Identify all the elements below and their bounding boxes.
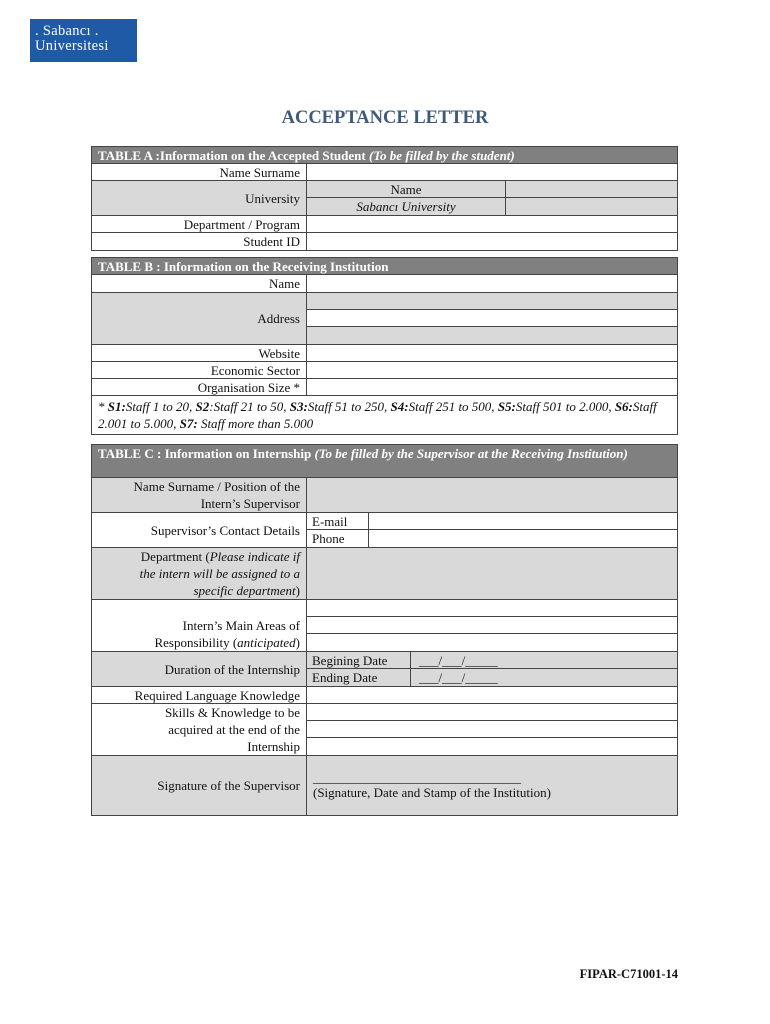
table-c bbox=[91, 444, 678, 816]
begin-date-field[interactable]: ___/___/_____ bbox=[419, 653, 498, 668]
economic-sector-field[interactable] bbox=[307, 362, 677, 378]
areas-line-1[interactable] bbox=[307, 600, 677, 617]
row-signature: Signature of the Supervisor ________________________________ (Signature, Date and Stamp of the Institution) bbox=[92, 756, 677, 815]
row-economic-sector: Economic Sector bbox=[92, 362, 677, 379]
supervisor-name-field[interactable] bbox=[307, 478, 677, 512]
phone-field[interactable] bbox=[369, 530, 677, 547]
row-supervisor-name: Name Surname / Position of the Intern’s Supervisor bbox=[92, 478, 677, 513]
row-department: Department / Program bbox=[92, 216, 677, 233]
website-field[interactable] bbox=[307, 345, 677, 361]
row-university: University Name Sabancı University bbox=[92, 181, 677, 216]
form-code: FIPAR-C71001-14 bbox=[579, 967, 678, 981]
row-student-id: Student ID bbox=[92, 233, 677, 250]
row-department-c: Department (Please indicate if the intern will be assigned to a specific department) bbox=[92, 548, 677, 600]
university-extra-field[interactable] bbox=[506, 181, 677, 197]
table-c-header: TABLE C : Information on Internship (To be filled by the Supervisor at the Receiving Institution) bbox=[92, 445, 677, 478]
table-b bbox=[91, 257, 678, 435]
page-title: ACCEPTANCE LETTER bbox=[281, 108, 489, 128]
name-surname-field[interactable] bbox=[307, 164, 677, 180]
student-id-field[interactable] bbox=[307, 233, 677, 250]
table-b-header: TABLE B : Information on the Receiving Institution bbox=[92, 258, 677, 275]
address-line-3[interactable] bbox=[307, 327, 677, 344]
university-value: Sabancı University bbox=[307, 198, 506, 215]
areas-line-2[interactable] bbox=[307, 617, 677, 634]
org-size-field[interactable] bbox=[307, 379, 677, 395]
skills-line-3[interactable] bbox=[307, 738, 677, 755]
intern-department-field[interactable] bbox=[307, 548, 677, 599]
row-duration: Duration of the Internship Begining Date ___/___/_____ Ending Date ___/___/_____ bbox=[92, 652, 677, 687]
row-name-surname: Name Surname bbox=[92, 164, 677, 181]
row-address: Address bbox=[92, 293, 677, 345]
end-date-field[interactable]: ___/___/_____ bbox=[419, 670, 498, 685]
university-logo bbox=[30, 19, 137, 62]
row-website: Website bbox=[92, 345, 677, 362]
department-field[interactable] bbox=[307, 216, 677, 232]
address-line-1[interactable] bbox=[307, 293, 677, 310]
row-institution-name: Name bbox=[92, 275, 677, 293]
row-language: Required Language Knowledge bbox=[92, 687, 677, 704]
logo-line-1: . Sabancı . bbox=[35, 23, 99, 39]
address-line-2[interactable] bbox=[307, 310, 677, 327]
row-skills: Skills & Knowledge to be acquired at the end of the Internship bbox=[92, 704, 677, 756]
row-areas: Intern’s Main Areas of Responsibility (anticipated) bbox=[92, 600, 677, 652]
skills-line-2[interactable] bbox=[307, 721, 677, 738]
logo-line-2: Universitesi bbox=[35, 38, 109, 54]
institution-name-field[interactable] bbox=[307, 275, 677, 292]
row-org-size: Organisation Size * bbox=[92, 379, 677, 396]
areas-line-3[interactable] bbox=[307, 634, 677, 651]
table-a bbox=[91, 146, 678, 251]
language-field[interactable] bbox=[307, 687, 677, 703]
row-contact: Supervisor’s Contact Details E-mail Phone bbox=[92, 513, 677, 548]
signature-field[interactable]: ________________________________ (Signature, Date and Stamp of the Institution) bbox=[313, 770, 551, 800]
email-field[interactable] bbox=[369, 513, 677, 529]
org-size-note: * S1:Staff 1 to 20, S2:Staff 21 to 50, S3:Staff 51 to 250, S4:Staff 251 to 500, S5:Staff 501 to 2.000, S6:Staff 2.001 to 5.000, S7: Staff more than 5.000 bbox=[98, 399, 657, 431]
table-a-header: TABLE A :Information on the Accepted Student (To be filled by the student) bbox=[92, 147, 677, 164]
skills-line-1[interactable] bbox=[307, 704, 677, 721]
